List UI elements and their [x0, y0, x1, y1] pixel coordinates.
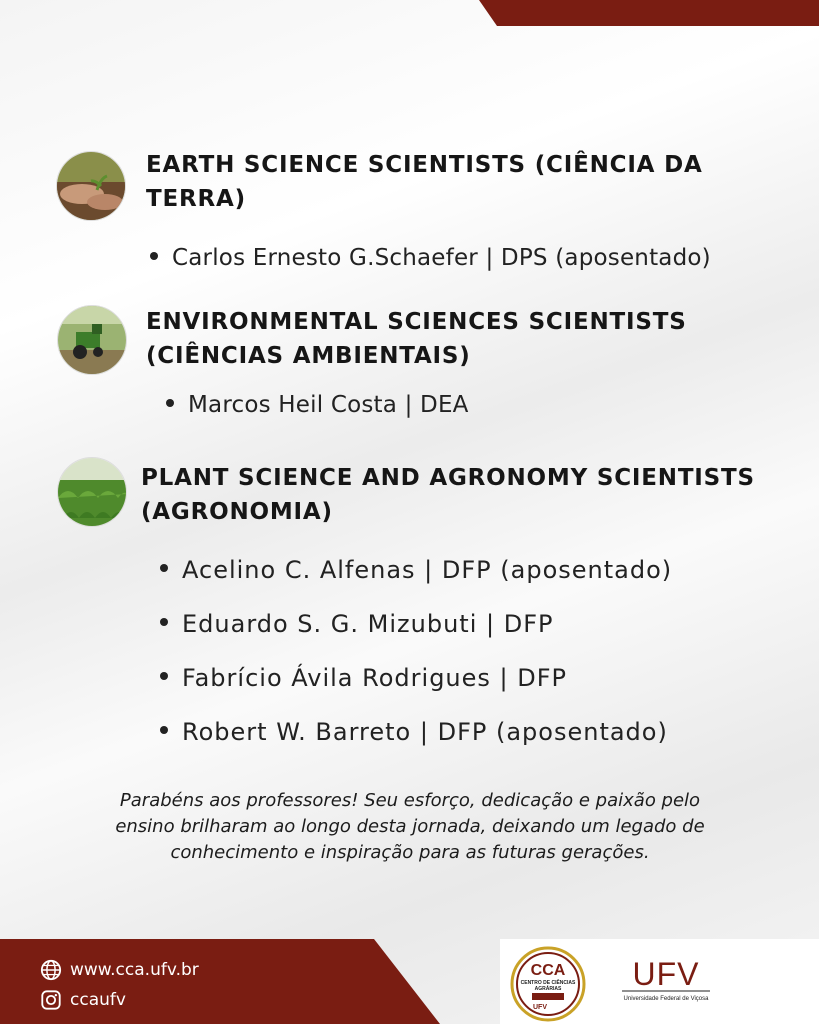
list-item: Fabrício Ávila Rodrigues | DFP	[160, 664, 567, 692]
section-heading-earth-science	[146, 148, 786, 216]
closing-line: Parabéns aos professores! Seu esforço, dedicação e paixão pelo	[119, 790, 701, 811]
list-item: Carlos Ernesto G.Schaefer | DPS (aposentado)	[150, 245, 711, 271]
cca-logo-ufv: UFV	[533, 1004, 547, 1011]
list-item: Eduardo S. G. Mizubuti | DFP	[160, 610, 553, 638]
cca-logo-subtitle: CENTRO DE CIÊNCIAS	[520, 980, 576, 986]
crop-plants-thumbnail	[57, 457, 127, 527]
instagram-text: ccaufv	[70, 990, 126, 1010]
instagram-icon	[40, 989, 62, 1011]
heading-line: ENVIRONMENTAL SCIENCES SCIENTISTS	[146, 309, 687, 335]
cca-logo	[510, 946, 586, 1022]
closing-message	[40, 788, 780, 866]
heading-line: (AGRONOMIA)	[141, 499, 333, 525]
website-text: www.cca.ufv.br	[70, 960, 199, 980]
section-heading-environmental-sciences	[146, 305, 786, 373]
footer-band	[0, 939, 440, 1024]
list-item: Marcos Heil Costa | DEA	[166, 392, 469, 418]
heading-line: EARTH SCIENCE SCIENTISTS (CIÊNCIA DA	[146, 152, 703, 178]
cca-logo-title: CCA	[530, 962, 566, 979]
website-link[interactable]	[40, 959, 199, 981]
closing-line: conhecimento e inspiração para as futuras gerações.	[170, 842, 650, 863]
list-item: Robert W. Barreto | DFP (aposentado)	[160, 718, 668, 746]
heading-line: PLANT SCIENCE AND AGRONOMY SCIENTISTS	[141, 465, 755, 491]
section-heading-plant-science	[141, 461, 801, 529]
ufv-logo-caption: Universidade Federal de Viçosa	[623, 996, 709, 1002]
top-accent-band	[479, 0, 819, 26]
heading-line: TERRA)	[146, 186, 246, 212]
cca-logo-subtitle: AGRÁRIAS	[534, 986, 562, 992]
soil-hands-thumbnail	[56, 151, 126, 221]
closing-line: ensino brilharam ao longo desta jornada, deixando um legado de	[115, 816, 705, 837]
ufv-logo	[620, 955, 712, 1005]
ufv-logo-title: UFV	[632, 956, 700, 992]
tractor-field-thumbnail	[57, 305, 127, 375]
instagram-link[interactable]	[40, 989, 126, 1011]
globe-icon	[40, 959, 62, 981]
heading-line: (CIÊNCIAS AMBIENTAIS)	[146, 343, 471, 369]
list-item: Acelino C. Alfenas | DFP (aposentado)	[160, 556, 672, 584]
